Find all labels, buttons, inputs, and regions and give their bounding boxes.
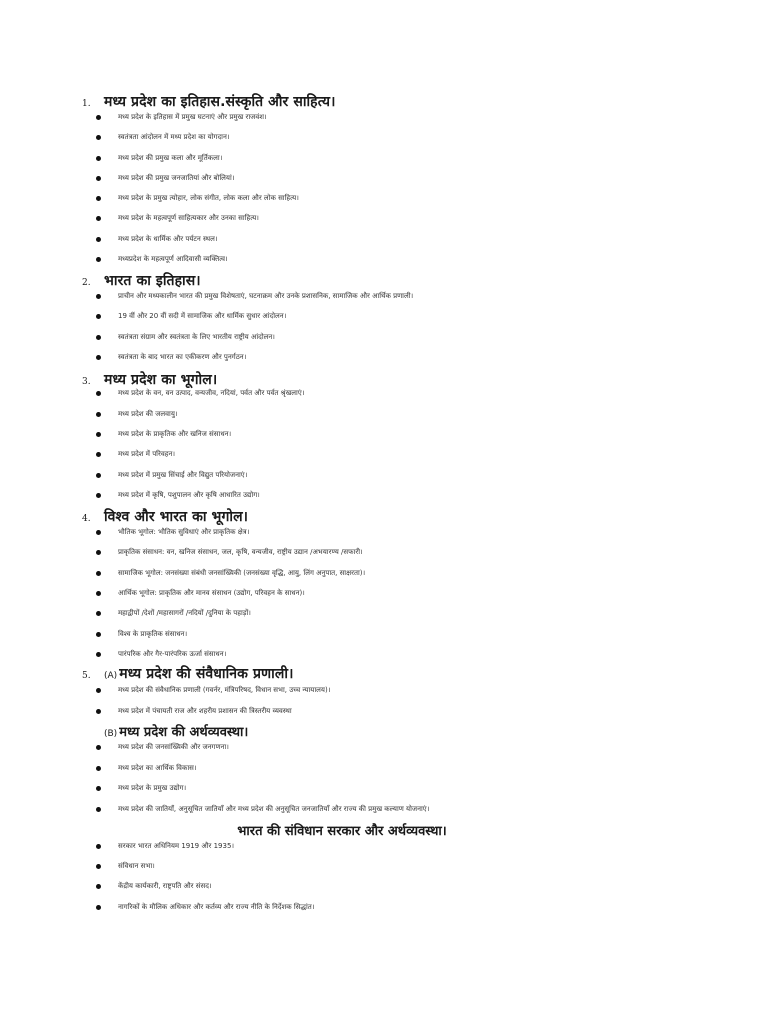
bullet-icon — [96, 156, 101, 161]
list-item-text: प्राकृतिक संसाधन: वन, खनिज संसाधन, जल, कृषि, वन्यजीव, राष्ट्रीय उद्यान /अभयारण्य /सफारी। — [118, 548, 363, 556]
bullet-icon — [96, 905, 101, 910]
section-title: विश्व और भारत का भूगोल। — [104, 509, 249, 525]
section-heading-4 — [82, 507, 248, 526]
subsection-heading-b — [104, 722, 248, 740]
bullet-icon — [96, 314, 101, 319]
bullet-icon — [96, 632, 101, 637]
bullet-icon — [96, 550, 101, 555]
bullet-icon — [96, 745, 101, 750]
section-title: मध्य प्रदेश का इतिहास.संस्कृति और साहित्य। — [104, 94, 336, 110]
bullet-icon — [96, 844, 101, 849]
bullet-icon — [96, 591, 101, 596]
bullet-icon — [96, 452, 101, 457]
bullet-icon — [96, 135, 101, 140]
list-item-text: मध्य प्रदेश में पंचायती राज और शहरीय प्रशासन की त्रिस्तरीय व्यवस्था — [118, 707, 292, 715]
list-item-text: संविधान सभा। — [118, 862, 155, 870]
list-item — [96, 235, 218, 244]
bullet-icon — [96, 864, 101, 869]
section-number: 3. — [82, 377, 91, 387]
list-item-text: सामाजिक भूगोल: जनसंख्या संबंधी जनसांख्यिकी (जनसंख्या वृद्धि, आयु, लिंग अनुपात, साक्षरता)। — [118, 569, 366, 577]
final-section-title: भारत की संविधान सरकार और अर्थव्यवस्था। — [237, 824, 447, 839]
section-subletter: (B) — [104, 729, 118, 739]
list-item-text: 19 वीं और 20 वीं सदी में सामाजिक और धार्मिक सुधार आंदोलन। — [118, 312, 287, 320]
section-number: 5. — [82, 671, 91, 681]
section-heading-1 — [82, 92, 336, 111]
list-item — [96, 194, 299, 203]
list-item — [96, 569, 365, 578]
bullet-icon — [96, 884, 101, 889]
section-title: भारत का इतिहास। — [104, 273, 201, 289]
list-item — [96, 389, 304, 398]
bullet-icon — [96, 216, 101, 221]
list-item-text: मध्य प्रदेश में कृषि, पशुपालन और कृषि आधारित उद्योग। — [118, 491, 260, 499]
list-item-text: मध्य प्रदेश के महत्वपूर्ण साहित्यकार और उनका साहित्य। — [118, 214, 259, 222]
bullet-icon — [96, 176, 101, 181]
list-item — [96, 707, 292, 716]
section-number: 2. — [82, 278, 91, 288]
bullet-icon — [96, 335, 101, 340]
section-heading-3 — [82, 370, 217, 389]
list-item-text: केंद्रीय कार्यकारी, राष्ट्रपति और संसद। — [118, 882, 212, 890]
list-item-text: महाद्वीपों /देशों /महासागरों /नदियों /दुनिया के पहाड़ों। — [118, 609, 251, 617]
list-item — [96, 609, 251, 618]
list-item — [96, 842, 234, 851]
bullet-icon — [96, 652, 101, 657]
bullet-icon — [96, 807, 101, 812]
list-item — [96, 882, 212, 891]
list-item — [96, 353, 246, 362]
list-item — [96, 548, 363, 557]
list-item-text: आर्थिक भूगोल: प्राकृतिक और मानव संसाधन (उद्योग, परिवहन के साधन)। — [118, 589, 305, 597]
bullet-icon — [96, 391, 101, 396]
list-item — [96, 113, 267, 122]
section-heading-2 — [82, 271, 201, 290]
list-item — [96, 862, 155, 871]
list-item-text: मध्य प्रदेश के प्रमुख उद्योग। — [118, 784, 187, 792]
bullet-icon — [96, 530, 101, 535]
list-item-text: नागरिकों के मौलिक अधिकार और कर्तव्य और राज्य नीति के निर्देशक सिद्धांत। — [118, 903, 315, 911]
list-item-text: मध्य प्रदेश की प्रमुख कला और मूर्तिकला। — [118, 154, 223, 162]
list-item-text: मध्य प्रदेश की प्रमुख जनजातियां और बोलियां। — [118, 174, 235, 182]
bullet-icon — [96, 766, 101, 771]
bullet-icon — [96, 432, 101, 437]
bullet-icon — [96, 611, 101, 616]
list-item — [96, 471, 247, 480]
list-item-text: पारंपरिक और गैर-पारंपरिक ऊर्जा संसाधन। — [118, 650, 227, 658]
list-item — [96, 133, 230, 142]
list-item-text: मध्य प्रदेश की जातियाँ, अनुसूचित जातियाँ और मध्य प्रदेश की अनुसूचित जनजातियाँ और राज्य की प्रमुख कल्याण योजनाएं। — [118, 805, 430, 813]
list-item — [96, 903, 314, 912]
bullet-icon — [96, 355, 101, 360]
list-item — [96, 312, 286, 321]
list-item — [96, 805, 429, 814]
section-subletter: (A) — [104, 671, 118, 681]
list-item — [96, 255, 228, 264]
bullet-icon — [96, 196, 101, 201]
list-item — [96, 743, 229, 752]
list-item-text: विश्व के प्राकृतिक संसाधन। — [118, 630, 188, 638]
section-title: मध्य प्रदेश का भूगोल। — [104, 372, 218, 388]
list-item — [96, 630, 187, 639]
list-item-text: प्राचीन और मध्यकालीन भारत की प्रमुख विशेषताएं, घटनाक्रम और उनके प्रशासनिक, सामाजिक और आर्थिक प्रणाली। — [118, 292, 414, 300]
bullet-icon — [96, 115, 101, 120]
list-item — [96, 174, 234, 183]
list-item-text: मध्य प्रदेश में परिवहन। — [118, 450, 175, 458]
list-item — [96, 528, 249, 537]
list-item-text: मध्य प्रदेश की जनसांख्यिकी और जनगणना। — [118, 743, 229, 751]
list-item — [96, 154, 222, 163]
list-item-text: मध्य प्रदेश के वन, वन उत्पाद, वन्यजीव, नदियां, पर्वत और पर्वत श्रृंखलाएं। — [118, 389, 305, 397]
section-title: मध्य प्रदेश की संवैधानिक प्रणाली। — [119, 666, 294, 682]
list-item-text: भौतिक भूगोल: भौतिक सुविधाएं और प्राकृतिक क्षेत्र। — [118, 528, 250, 536]
list-item — [96, 333, 275, 342]
list-item — [96, 214, 259, 223]
list-item-text: स्वतंत्रता आंदोलन में मध्य प्रदेश का योगदान। — [118, 133, 230, 141]
section-title: मध्य प्रदेश की अर्थव्यवस्था। — [119, 725, 249, 740]
list-item-text: मध्यप्रदेश के महत्वपूर्ण आदिवासी व्यक्तित्व। — [118, 255, 228, 263]
list-item-text: मध्य प्रदेश की संवैधानिक प्रणाली (गवर्नर, मंत्रिपरिषद, विधान सभा, उच्च न्यायालय)। — [118, 686, 331, 694]
list-item — [96, 686, 330, 695]
list-item — [96, 650, 226, 659]
list-item — [96, 450, 175, 459]
list-item-text: मध्य प्रदेश के इतिहास में प्रमुख घटनाएं और प्रमुख राजवंश। — [118, 113, 267, 121]
bullet-icon — [96, 571, 101, 576]
section-number: 1. — [82, 99, 91, 109]
list-item — [96, 764, 197, 773]
list-item-text: मध्य प्रदेश के प्राकृतिक और खनिज संसाधन। — [118, 430, 232, 438]
section-number: 4. — [82, 514, 91, 524]
list-item — [96, 784, 186, 793]
list-item-text: मध्य प्रदेश में प्रमुख सिंचाई और विद्युत परियोजनाएं। — [118, 471, 248, 479]
bullet-icon — [96, 493, 101, 498]
list-item — [96, 589, 305, 598]
list-item-text: मध्य प्रदेश की जलवायु। — [118, 410, 178, 418]
list-item — [96, 292, 413, 301]
bullet-icon — [96, 473, 101, 478]
bullet-icon — [96, 257, 101, 262]
list-item — [96, 410, 178, 419]
list-item-text: मध्य प्रदेश के प्रमुख त्योहार, लोक संगीत, लोक कला और लोक साहित्य। — [118, 194, 299, 202]
bullet-icon — [96, 237, 101, 242]
list-item — [96, 491, 260, 500]
bullet-icon — [96, 294, 101, 299]
list-item-text: मध्य प्रदेश के धार्मिक और पर्यटन स्थल। — [118, 235, 218, 243]
bullet-icon — [96, 786, 101, 791]
bullet-icon — [96, 688, 101, 693]
list-item-text: स्वतंत्रता के बाद भारत का एकीकरण और पुनर्गठन। — [118, 353, 247, 361]
list-item-text: मध्य प्रदेश का आर्थिक विकास। — [118, 764, 197, 772]
bullet-icon — [96, 412, 101, 417]
list-item — [96, 430, 231, 439]
section-heading-5 — [82, 664, 294, 683]
list-item-text: स्वतंत्रता संग्राम और स्वतंत्रता के लिए भारतीय राष्ट्रीय आंदोलन। — [118, 333, 275, 341]
list-item-text: सरकार भारत अधिनियम 1919 और 1935। — [118, 842, 235, 850]
bullet-icon — [96, 709, 101, 714]
